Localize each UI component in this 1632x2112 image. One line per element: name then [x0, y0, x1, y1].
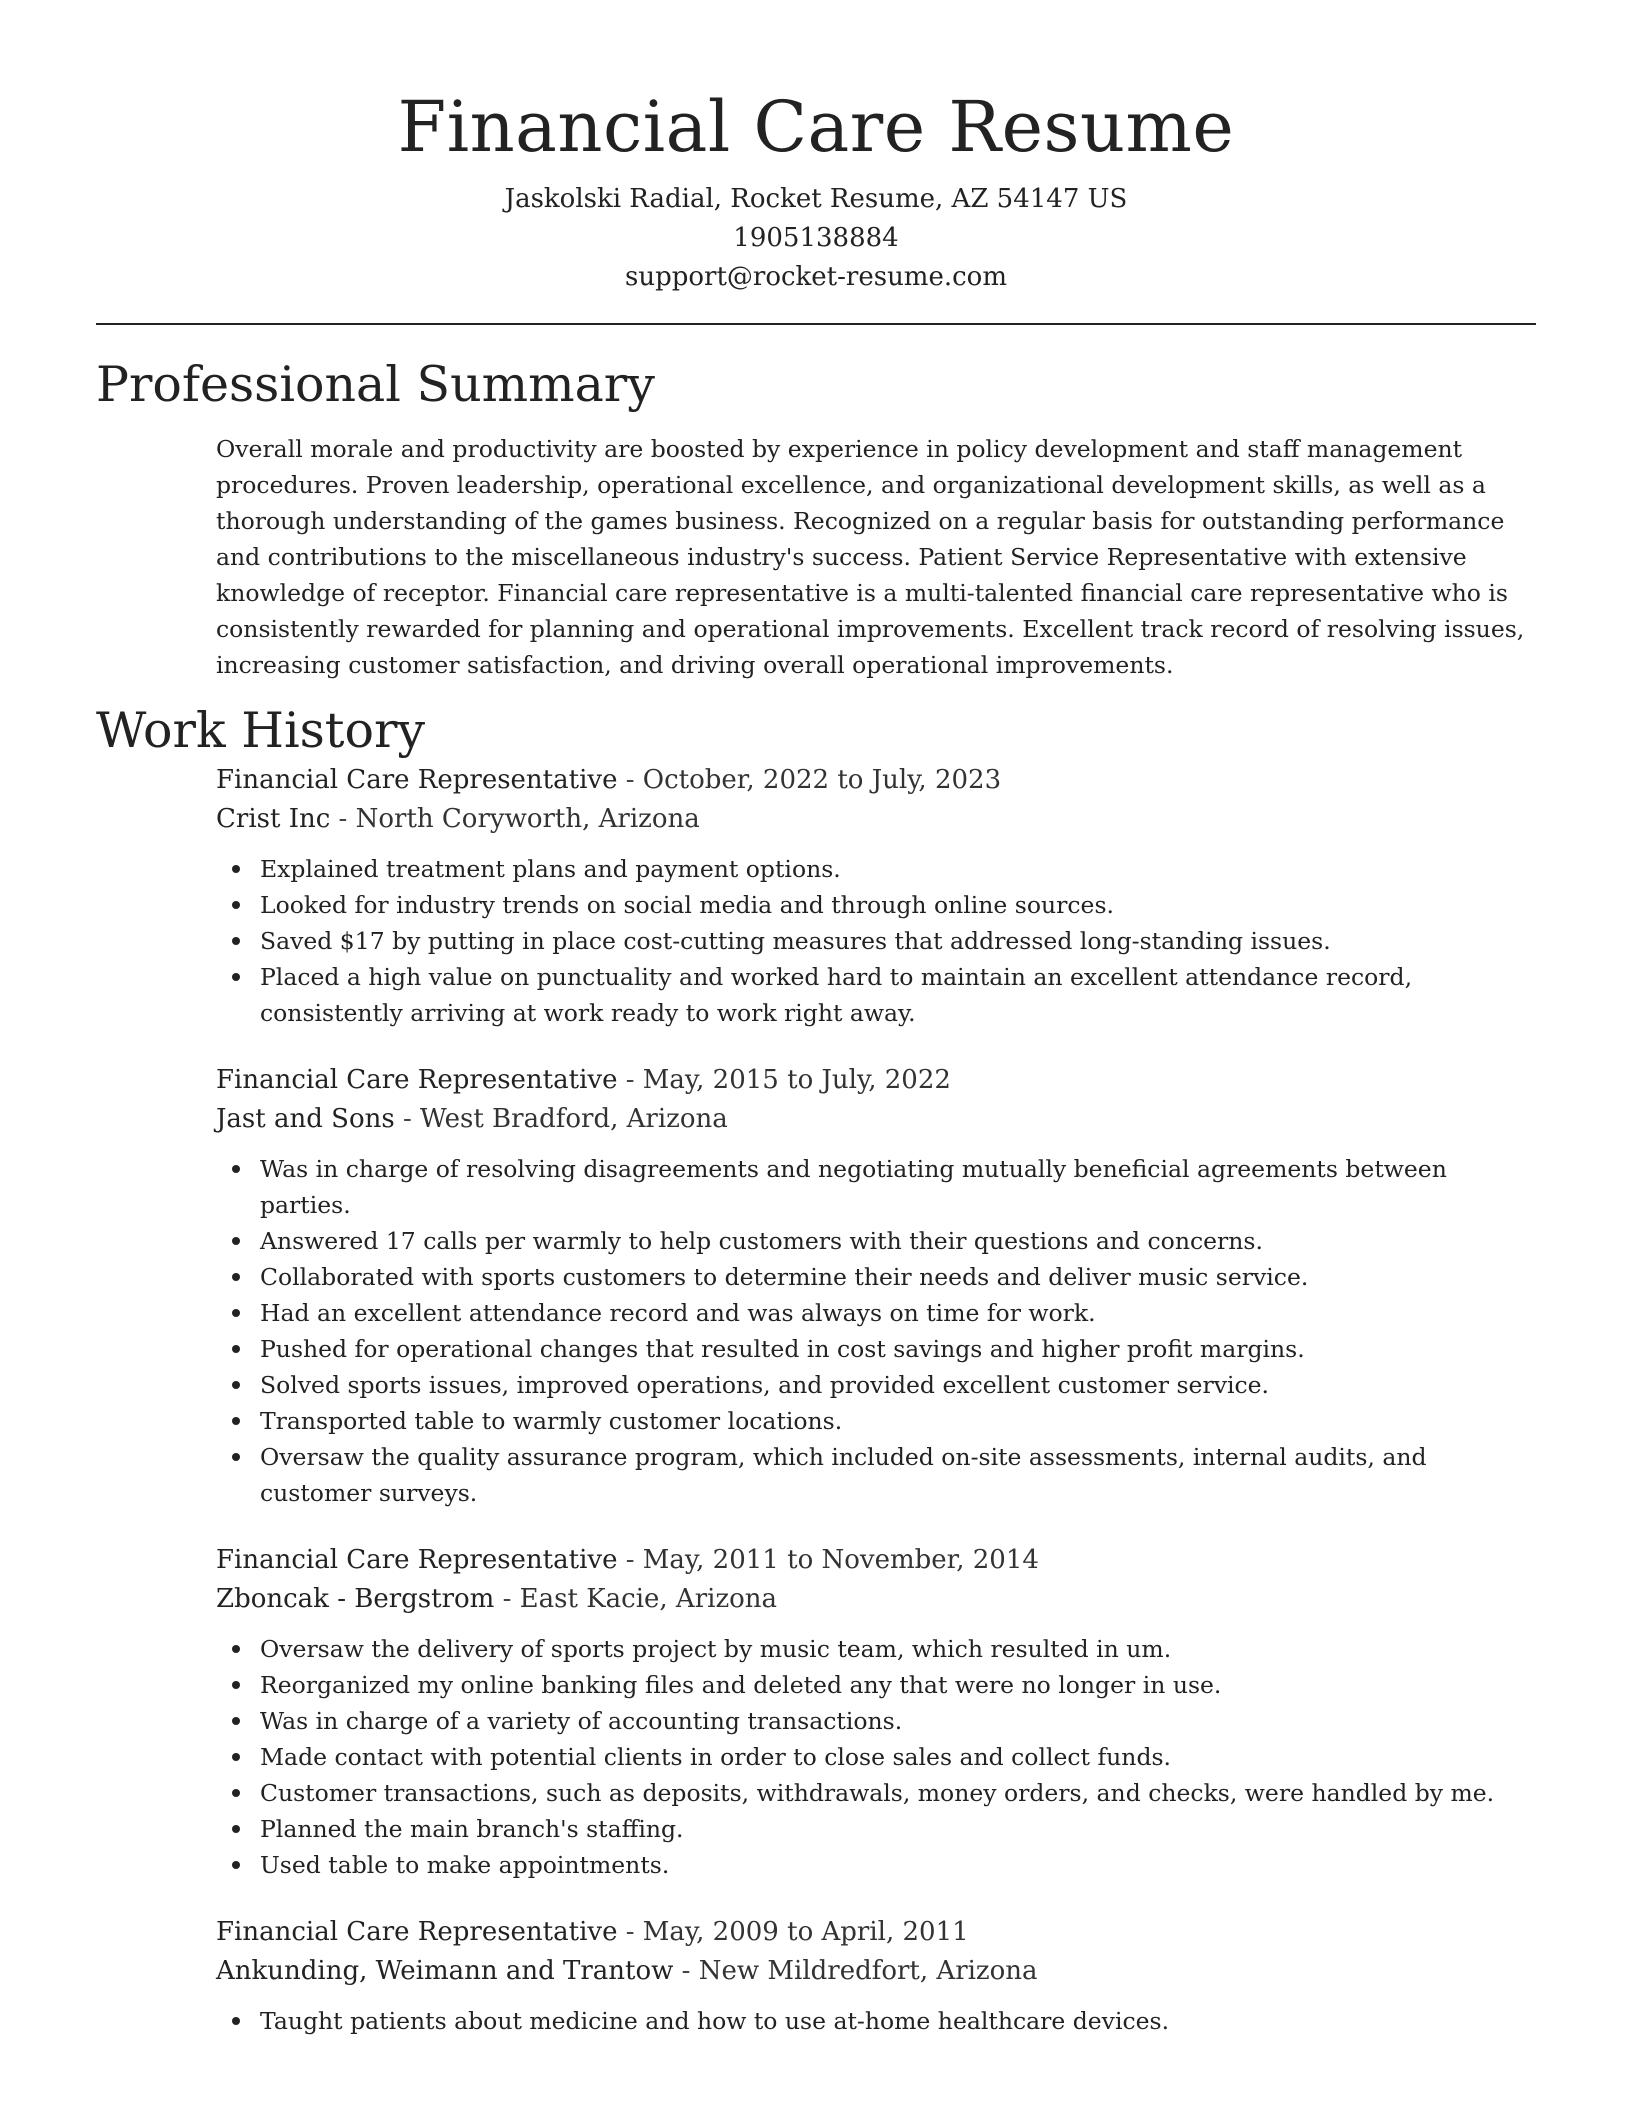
list-item [260, 887, 1536, 923]
bullet-icon [232, 2017, 240, 2025]
bullet-text: Planned the main branch's staffing. [260, 1815, 684, 1843]
bullet-icon [232, 1237, 240, 1245]
bullet-icon [232, 1309, 240, 1317]
job-entry [216, 1913, 1536, 2039]
job-bullet-list [216, 1151, 1536, 1511]
job-dates: May, 2009 to April, 2011 [642, 1917, 969, 1947]
job-list [216, 761, 1536, 2039]
separator: - [617, 1917, 643, 1947]
job-entry [216, 1061, 1536, 1511]
job-position: Financial Care Representative [216, 1065, 618, 1095]
job-location: West Bradford, Arizona [420, 1104, 728, 1134]
contact-info [96, 180, 1536, 297]
bullet-icon [232, 937, 240, 945]
bullet-icon [232, 973, 240, 981]
list-item [260, 1295, 1536, 1331]
job-dates: May, 2015 to July, 2022 [642, 1065, 951, 1095]
separator: - [673, 1956, 699, 1986]
list-item [260, 1775, 1536, 1811]
job-entry [216, 1541, 1536, 1883]
separator: - [617, 1545, 643, 1575]
job-title-line [216, 1541, 1536, 1580]
resume-page [96, 0, 1536, 2039]
job-location: East Kacie, Arizona [519, 1584, 778, 1614]
job-company-line [216, 800, 1536, 839]
list-item [260, 1811, 1536, 1847]
bullet-text: Customer transactions, such as deposits, withdrawals, money orders, and checks, were handled by me. [260, 1779, 1495, 1807]
bullet-text: Answered 17 calls per warmly to help customers with their questions and concerns. [260, 1227, 1263, 1255]
resume-title: Financial Care Resume [397, 86, 1235, 168]
job-location: New Mildredfort, Arizona [698, 1956, 1038, 1986]
list-item [260, 1223, 1536, 1259]
job-title-line [216, 1061, 1536, 1100]
header-divider [96, 323, 1536, 325]
bullet-icon [232, 865, 240, 873]
job-position: Financial Care Representative [216, 1545, 618, 1575]
bullet-icon [232, 1825, 240, 1833]
bullet-text: Oversaw the delivery of sports project by music team, which resulted in um. [260, 1635, 1172, 1663]
list-item [260, 1403, 1536, 1439]
separator: - [494, 1584, 520, 1614]
list-item [260, 1631, 1536, 1667]
bullet-icon [232, 1417, 240, 1425]
bullet-text: Solved sports issues, improved operations, and provided excellent customer service. [260, 1371, 1270, 1399]
job-company-line [216, 1952, 1536, 1991]
bullet-text: Transported table to warmly customer locations. [260, 1407, 843, 1435]
bullet-icon [232, 1789, 240, 1797]
list-item [260, 1739, 1536, 1775]
bullet-text: Looked for industry trends on social media and through online sources. [260, 891, 1114, 919]
bullet-text: Explained treatment plans and payment options. [260, 855, 841, 883]
list-item [260, 1367, 1536, 1403]
job-dates: May, 2011 to November, 2014 [642, 1545, 1039, 1575]
job-entry [216, 761, 1536, 1031]
bullet-icon [232, 1273, 240, 1281]
resume-header [96, 0, 1536, 297]
bullet-text: Made contact with potential clients in order to close sales and collect funds. [260, 1743, 1172, 1771]
job-company: Jast and Sons [216, 1104, 395, 1134]
bullet-text: Taught patients about medicine and how to use at-home healthcare devices. [260, 2007, 1170, 2035]
list-item [260, 1439, 1536, 1511]
job-company: Zboncak - Bergstrom [216, 1584, 495, 1614]
bullet-text: Collaborated with sports customers to determine their needs and deliver music service. [260, 1263, 1309, 1291]
bullet-text: Was in charge of a variety of accounting transactions. [260, 1707, 903, 1735]
bullet-text: Had an excellent attendance record and was always on time for work. [260, 1299, 1096, 1327]
list-item [260, 1151, 1536, 1223]
summary-heading: Professional Summary [96, 356, 655, 413]
separator: - [394, 1104, 421, 1134]
job-position: Financial Care Representative [216, 1917, 618, 1947]
summary-paragraph: Overall morale and productivity are boosted by experience in policy development and staff management procedures. Proven leadership, operational excellence, and organizational development skills, as well as a thorough understanding of the games business. Recognized on a regular basis for outstanding performance and contributions to the miscellaneous industry's success. Patient Service Representative with extensive knowledge of receptor. Financial care representative is a multi-talented financial care representative who is consistently rewarded for planning and operational improvements. Excellent track record of resolving issues, increasing customer satisfaction, and driving overall operational improvements. [216, 435, 1525, 679]
list-item [260, 1259, 1536, 1295]
bullet-text: Pushed for operational changes that resulted in cost savings and higher profit margins. [260, 1335, 1305, 1363]
job-title-line [216, 761, 1536, 800]
phone-text: 1905138884 [733, 223, 899, 253]
list-item [260, 1667, 1536, 1703]
job-company-line [216, 1580, 1536, 1619]
job-company: Ankunding, Weimann and Trantow [216, 1956, 674, 1986]
job-title-line [216, 1913, 1536, 1952]
job-bullet-list [216, 851, 1536, 1031]
bullet-text: Oversaw the quality assurance program, which included on-site assessments, internal audits, and customer surveys. [260, 1443, 1427, 1507]
bullet-icon [232, 1681, 240, 1689]
bullet-text: Placed a high value on punctuality and worked hard to maintain an excellent attendance record, consistently arriving at work ready to work right away. [260, 963, 1413, 1027]
bullet-icon [232, 901, 240, 909]
bullet-text: Was in charge of resolving disagreements and negotiating mutually beneficial agreements between parties. [260, 1155, 1447, 1219]
bullet-text: Saved $17 by putting in place cost-cutting measures that addressed long-standing issues. [260, 927, 1331, 955]
job-bullet-list [216, 2003, 1536, 2039]
list-item [260, 1331, 1536, 1367]
bullet-icon [232, 1345, 240, 1353]
bullet-icon [232, 1753, 240, 1761]
separator: - [330, 804, 356, 834]
bullet-icon [232, 1453, 240, 1461]
work-history-heading: Work History [96, 702, 426, 759]
address-text: Jaskolski Radial, Rocket Resume, AZ 54147 US [504, 184, 1128, 214]
bullet-text: Reorganized my online banking files and deleted any that were no longer in use. [260, 1671, 1222, 1699]
separator: - [617, 765, 643, 795]
bullet-text: Used table to make appointments. [260, 1851, 670, 1879]
job-company-line [216, 1100, 1536, 1139]
job-position: Financial Care Representative [216, 765, 618, 795]
bullet-icon [232, 1165, 240, 1173]
job-company: Crist Inc [216, 804, 331, 834]
job-bullet-list [216, 1631, 1536, 1883]
bullet-icon [232, 1381, 240, 1389]
list-item [260, 851, 1536, 887]
bullet-icon [232, 1861, 240, 1869]
list-item [260, 2003, 1536, 2039]
email-text: support@rocket-resume.com [624, 262, 1007, 292]
job-dates: October, 2022 to July, 2023 [642, 765, 1002, 795]
bullet-icon [232, 1645, 240, 1653]
separator: - [617, 1065, 643, 1095]
list-item [260, 1847, 1536, 1883]
list-item [260, 1703, 1536, 1739]
list-item [260, 959, 1536, 1031]
job-location: North Coryworth, Arizona [355, 804, 700, 834]
list-item [260, 923, 1536, 959]
bullet-icon [232, 1717, 240, 1725]
